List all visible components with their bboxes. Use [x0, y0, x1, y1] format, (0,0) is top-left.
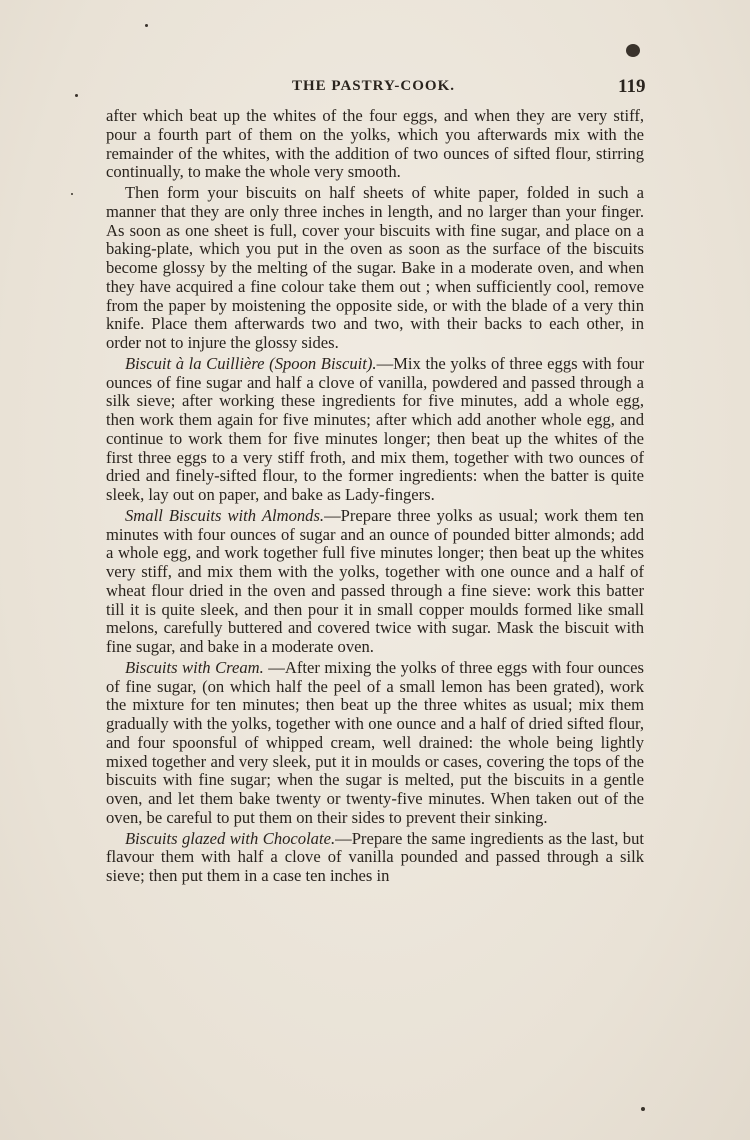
ink-speck: [71, 193, 73, 195]
page-header: [0, 76, 750, 98]
ink-spot: [626, 44, 640, 57]
recipe-title: Biscuits glazed with Chocolate.: [125, 828, 336, 848]
ink-speck: [641, 1107, 645, 1111]
recipe-paragraph: [106, 830, 644, 886]
recipe-text: —Prepare the same ingredients as the last, but flavour them with half a clove of vanilla pounded and passed through a silk sieve; then put them in a case ten inches in: [106, 828, 644, 885]
recipe-text: —After mixing the yolks of three eggs with four ounces of fine sugar, (on which half the peel of a small lemon has been grated), work the mixture for ten minutes; then beat up the three whites as usual; mix them gradually with the yolks, together with one ounce and a half of dried sifted flour, and four spoonsful of whipped cream, well drained: the whole being lightly mixed together and very sleek, put it in moulds or cases, covering the tops of the biscuits with fine sugar; when the sugar is melted, put the biscuits in a gentle oven, and let them bake twenty or twenty-five minutes. When taken out of the oven, be careful to put them on their sides to prevent their sinking.: [106, 657, 644, 827]
recipe-paragraph: [106, 355, 644, 505]
paragraph: [106, 107, 644, 182]
recipe-title: Biscuits with Cream.: [125, 657, 264, 677]
running-head: THE PASTRY-COOK.: [292, 78, 455, 94]
recipe-title: Small Biscuits with Almonds.: [125, 505, 325, 525]
paragraph-text: after which beat up the whites of the four eggs, and when they are very stiff, pour a fourth part of them on the yolks, which you afterwards mix with the remainder of the whites, with the addition of two ounces of sifted flour, stirring continually, to make the whole very smooth.: [106, 106, 644, 182]
paragraph-text: Then form your biscuits on half sheets of white paper, folded in such a manner that they are only three inches in length, and no larger than your finger. As soon as one sheet is full, cover your biscuits with fine sugar, and place on a baking-plate, which you put in the oven as soon as the surface of the biscuits become glossy by the melting of the sugar. Bake in a moderate oven, and when they have acquired a fine colour take them out ; when sufficiently cool, remove from the paper by moistening the opposite side, or with the blade of a very thin knife. Place them afterwards two and two, with their backs to each other, in order not to injure the glossy sides.: [106, 183, 644, 352]
recipe-text: —Mix the yolks of three eggs with four ounces of fine sugar and half a clove of vanilla, powdered and passed through a silk sieve; after working these ingredients for five minutes, add a whole egg, then work them again for five minutes; after which add another whole egg, and continue to work them for five minutes longer; then beat up the whites of the first three eggs to a very stiff froth, and mix them, together with two ounces of dried and finely-sifted flour, to the former ingredients: when the batter is quite sleek, lay out on paper, and bake as Lady-fingers.: [106, 353, 644, 504]
recipe-text: —Prepare three yolks as usual; work them ten minutes with four ounces of sugar and an ounce of pounded bitter almonds; add a whole egg, and work together full five minutes longer; then beat up the whites very stiff, and mix them with the yolks, together with one ounce and a half of wheat flour dried in the oven and passed through a fine sieve: work this batter till it is quite sleek, and then pour it in small copper moulds formed like small melons, carefully buttered and covered twice with sugar. Mask the biscuit with fine sugar, and bake in a moderate oven.: [106, 505, 644, 656]
ink-speck: [145, 24, 148, 27]
recipe-paragraph: [106, 659, 644, 828]
recipe-title: Biscuit à la Cuillière (Spoon Biscuit).: [125, 353, 377, 373]
page-number: 119: [618, 76, 646, 97]
paragraph: [106, 184, 644, 353]
page-body: [106, 107, 644, 886]
recipe-paragraph: [106, 507, 644, 657]
